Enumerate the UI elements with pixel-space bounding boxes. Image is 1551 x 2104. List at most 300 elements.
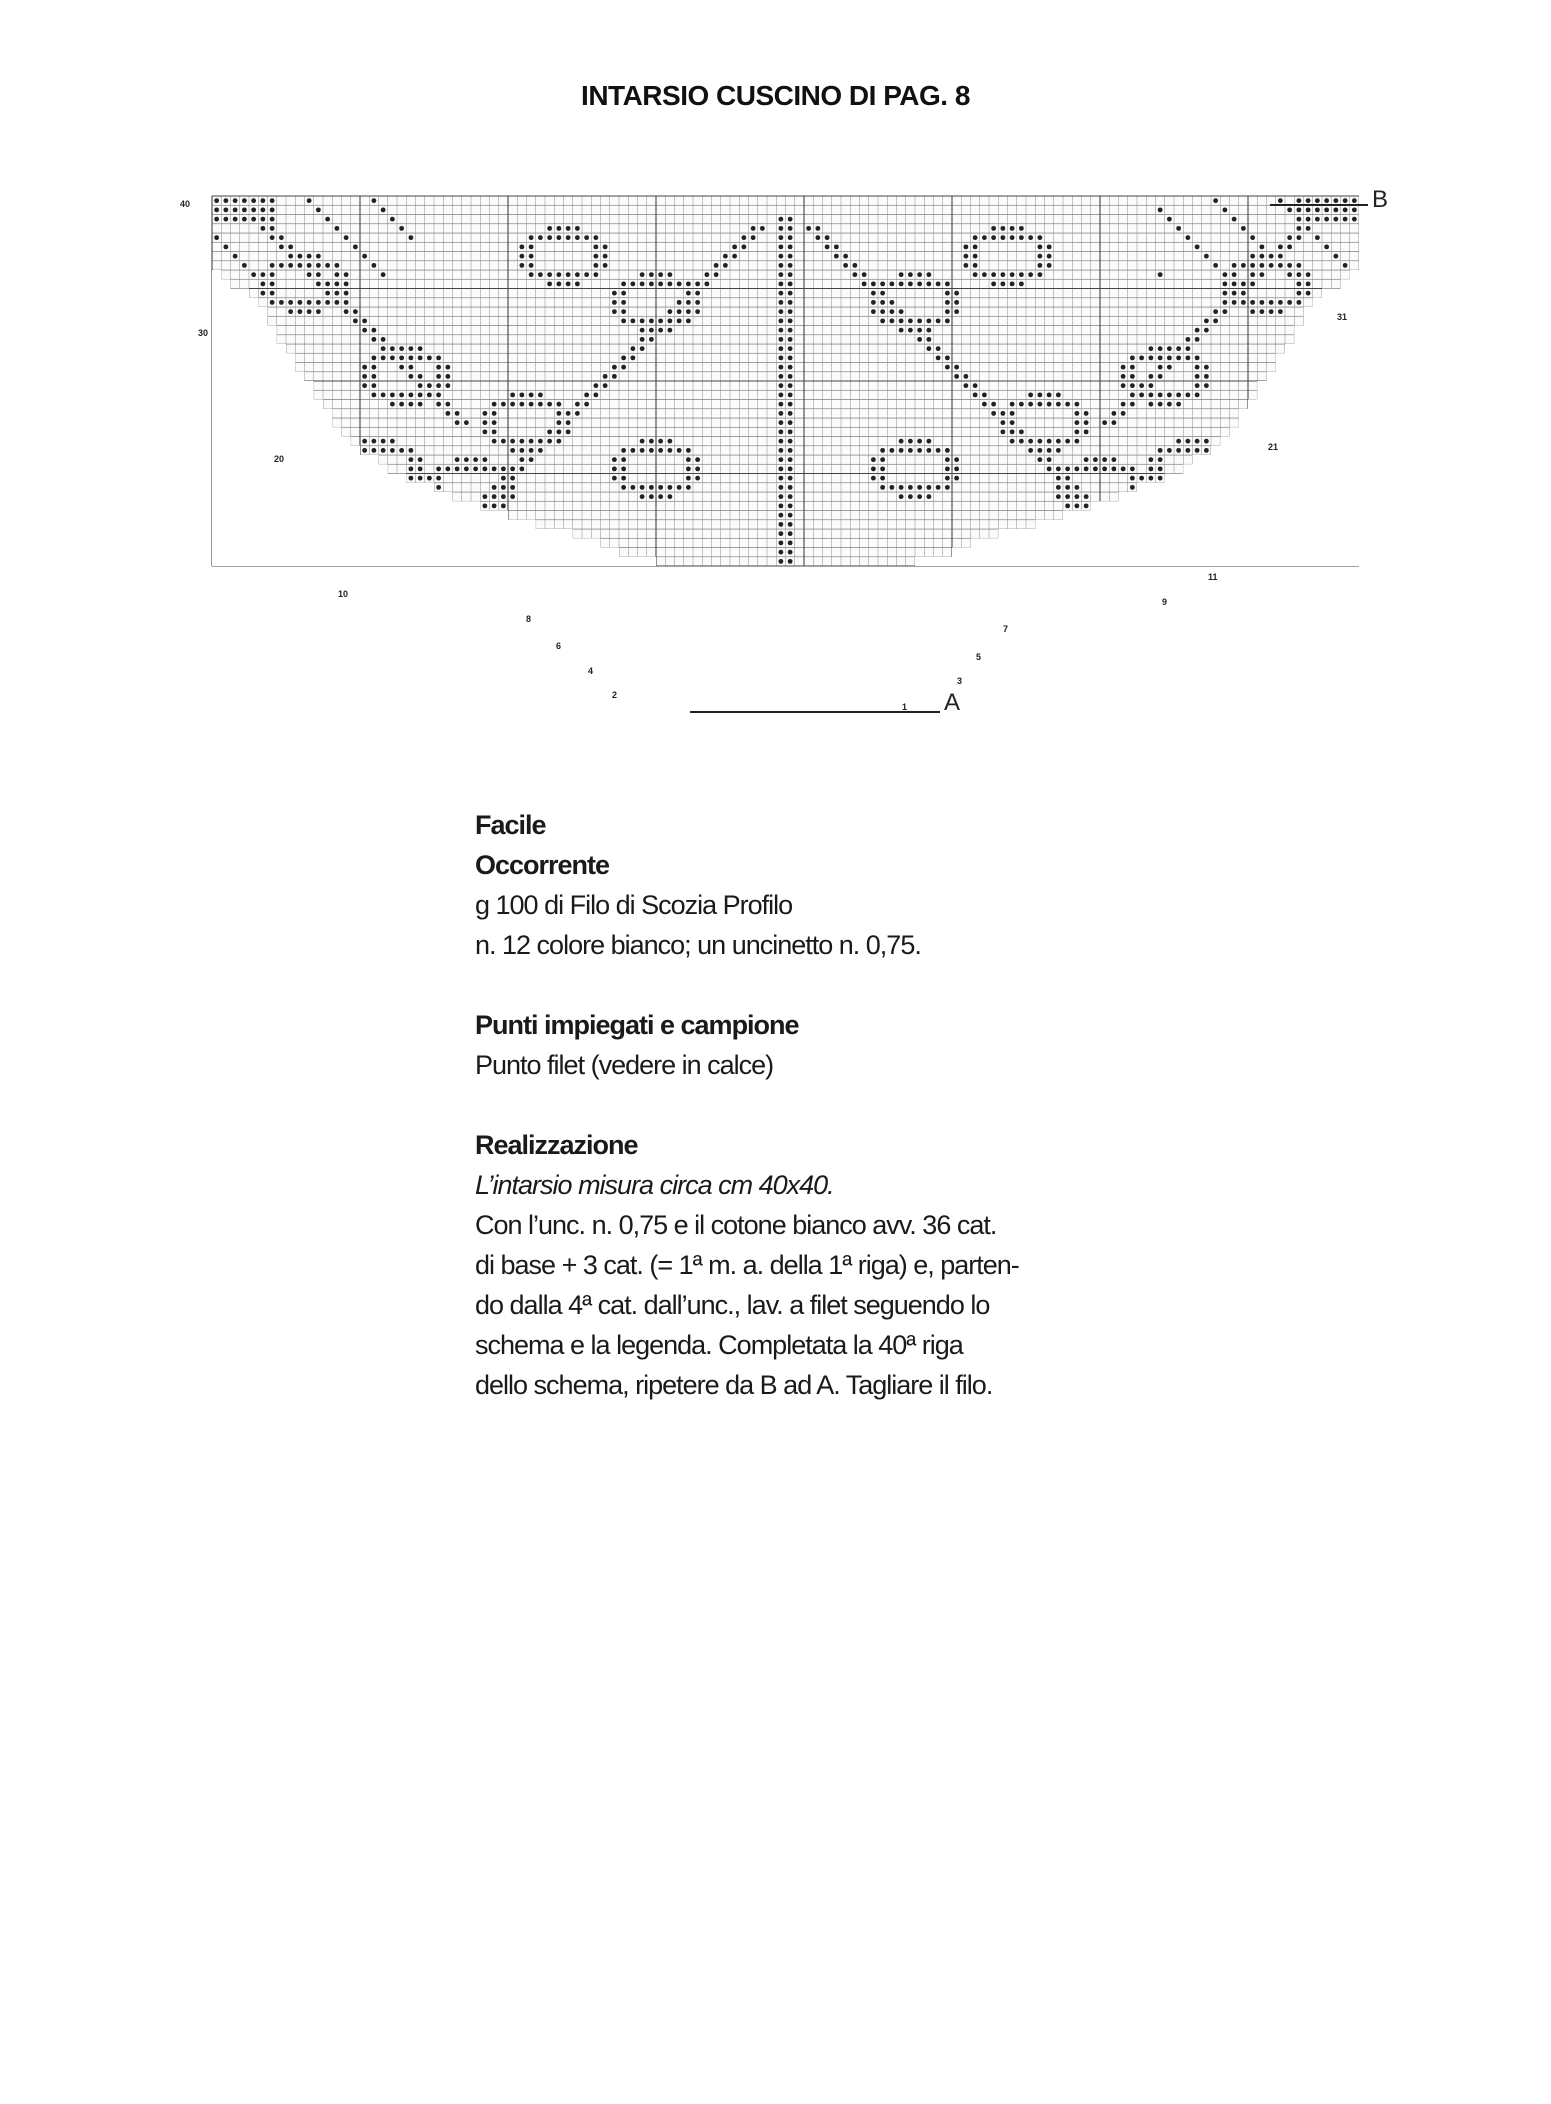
chart-filled-cell [973, 235, 978, 240]
chart-filled-cell [1306, 291, 1311, 296]
chart-filled-cell [1306, 272, 1311, 277]
chart-filled-cell [1102, 457, 1107, 462]
row-label-1: 1 [902, 702, 908, 712]
chart-filled-cell [1296, 300, 1301, 305]
chart-filled-cell [575, 272, 580, 277]
chart-filled-cell [307, 309, 312, 314]
chart-filled-cell [593, 235, 598, 240]
chart-filled-cell [492, 411, 497, 416]
chart-filled-cell [963, 263, 968, 268]
chart-filled-cell [593, 244, 598, 249]
chart-filled-cell [510, 402, 515, 407]
chart-filled-cell [778, 383, 783, 388]
chart-filled-cell [1213, 318, 1218, 323]
chart-filled-cell [1000, 411, 1005, 416]
chart-filled-cell [1232, 300, 1237, 305]
chart-filled-cell [658, 448, 663, 453]
chart-filled-cell [1296, 207, 1301, 212]
chart-filled-cell [1259, 254, 1264, 259]
chart-filled-cell [1037, 392, 1042, 397]
chart-filled-cell [936, 448, 941, 453]
chart-filled-cell [529, 244, 534, 249]
chart-filled-cell [954, 466, 959, 471]
chart-filled-cell [251, 217, 256, 222]
chart-filled-cell [695, 457, 700, 462]
chart-filled-cell [1204, 328, 1209, 333]
chart-filled-cell [519, 457, 524, 462]
chart-filled-cell [908, 448, 913, 453]
chart-filled-cell [686, 448, 691, 453]
chart-filled-cell [612, 300, 617, 305]
chart-filled-cell [1056, 466, 1061, 471]
chart-filled-cell [899, 328, 904, 333]
chart-filled-cell [1037, 254, 1042, 259]
chart-filled-cell [1121, 383, 1126, 388]
chart-filled-cell [917, 281, 922, 286]
chart-filled-cell [778, 281, 783, 286]
chart-filled-cell [575, 235, 580, 240]
chart-filled-cell [297, 300, 302, 305]
chart-filled-cell [1037, 439, 1042, 444]
chart-filled-cell [381, 439, 386, 444]
chart-filled-cell [612, 466, 617, 471]
chart-filled-cell [1019, 226, 1024, 231]
chart-filled-cell [1139, 355, 1144, 360]
chart-filled-cell [1148, 392, 1153, 397]
chart-filled-cell [529, 263, 534, 268]
chart-filled-cell [658, 272, 663, 277]
chart-filled-cell [1074, 503, 1079, 508]
chart-filled-cell [603, 244, 608, 249]
chart-filled-cell [445, 402, 450, 407]
chart-filled-cell [667, 328, 672, 333]
chart-filled-cell [1259, 263, 1264, 268]
chart-filled-cell [1037, 272, 1042, 277]
chart-filled-cell [926, 272, 931, 277]
chart-filled-cell [1222, 291, 1227, 296]
chart-filled-cell [1269, 300, 1274, 305]
chart-filled-cell [556, 411, 561, 416]
chart-filled-cell [510, 448, 515, 453]
chart-filled-cell [1028, 448, 1033, 453]
chart-filled-cell [1287, 263, 1292, 268]
chart-filled-cell [334, 263, 339, 268]
chart-filled-cell [390, 355, 395, 360]
chart-filled-cell [788, 291, 793, 296]
chart-filled-cell [1176, 439, 1181, 444]
chart-filled-cell [1259, 244, 1264, 249]
chart-filled-cell [593, 254, 598, 259]
chart-filled-cell [1185, 235, 1190, 240]
filet-chart [0, 0, 1551, 760]
chart-filled-cell [640, 337, 645, 342]
chart-filled-cell [991, 281, 996, 286]
chart-filled-cell [1121, 374, 1126, 379]
chart-filled-cell [917, 318, 922, 323]
row-label-8: 8 [526, 614, 532, 624]
chart-filled-cell [464, 466, 469, 471]
chart-filled-cell [908, 485, 913, 490]
row-label-2: 2 [612, 690, 618, 700]
chart-filled-cell [852, 263, 857, 268]
chart-filled-cell [908, 318, 913, 323]
chart-filled-cell [1204, 383, 1209, 388]
chart-filled-cell [1056, 448, 1061, 453]
chart-filled-cell [371, 383, 376, 388]
chart-filled-cell [649, 448, 654, 453]
chart-filled-cell [251, 198, 256, 203]
chart-filled-cell [1047, 263, 1052, 268]
chart-filled-cell [1028, 235, 1033, 240]
chart-filled-cell [612, 291, 617, 296]
chart-filled-cell [621, 457, 626, 462]
chart-filled-cell [667, 272, 672, 277]
chart-filled-cell [1130, 374, 1135, 379]
chart-filled-cell [788, 540, 793, 545]
chart-filled-cell [788, 503, 793, 508]
chart-filled-cell [492, 485, 497, 490]
chart-filled-cell [538, 439, 543, 444]
chart-filled-cell [316, 281, 321, 286]
chart-filled-cell [325, 263, 330, 268]
chart-filled-cell [778, 411, 783, 416]
chart-filled-cell [704, 281, 709, 286]
chart-filled-cell [371, 263, 376, 268]
chart-filled-cell [1093, 457, 1098, 462]
chart-filled-cell [1195, 328, 1200, 333]
chart-filled-cell [1241, 281, 1246, 286]
chart-filled-cell [667, 439, 672, 444]
chart-filled-cell [889, 318, 894, 323]
chart-filled-cell [408, 374, 413, 379]
row-label-4: 4 [588, 666, 594, 676]
chart-filled-cell [621, 355, 626, 360]
chart-filled-cell [492, 429, 497, 434]
chart-filled-cell [307, 300, 312, 305]
chart-filled-cell [741, 244, 746, 249]
chart-filled-cell [325, 291, 330, 296]
chart-filled-cell [686, 309, 691, 314]
chart-filled-cell [667, 318, 672, 323]
chart-filled-cell [270, 281, 275, 286]
chart-filled-cell [778, 448, 783, 453]
chart-filled-cell [1287, 300, 1292, 305]
chart-filled-cell [390, 217, 395, 222]
chart-filled-cell [408, 448, 413, 453]
row-label-21: 21 [1268, 442, 1279, 452]
chart-filled-cell [1010, 420, 1015, 425]
chart-filled-cell [538, 272, 543, 277]
chart-filled-cell [482, 411, 487, 416]
chart-filled-cell [547, 272, 552, 277]
chart-filled-cell [1047, 254, 1052, 259]
chart-filled-cell [1185, 392, 1190, 397]
chart-filled-cell [1148, 457, 1153, 462]
chart-filled-cell [760, 226, 765, 231]
chart-filled-cell [732, 244, 737, 249]
chart-filled-cell [529, 457, 534, 462]
chart-filled-cell [677, 318, 682, 323]
chart-filled-cell [778, 550, 783, 555]
chart-filled-cell [353, 244, 358, 249]
chart-filled-cell [510, 494, 515, 499]
chart-filled-cell [371, 448, 376, 453]
chart-filled-cell [390, 402, 395, 407]
chart-filled-cell [436, 392, 441, 397]
chart-filled-cell [316, 254, 321, 259]
chart-filled-cell [880, 300, 885, 305]
chart-filled-cell [556, 272, 561, 277]
chart-filled-cell [1074, 494, 1079, 499]
chart-filled-cell [788, 272, 793, 277]
chart-filled-cell [1121, 402, 1126, 407]
chart-filled-cell [667, 494, 672, 499]
chart-filled-cell [538, 402, 543, 407]
chart-filled-cell [408, 355, 413, 360]
chart-filled-cell [547, 402, 552, 407]
chart-filled-cell [778, 457, 783, 462]
chart-filled-cell [1028, 439, 1033, 444]
chart-filled-cell [954, 374, 959, 379]
chart-filled-cell [1056, 439, 1061, 444]
chart-filled-cell [1056, 476, 1061, 481]
chart-filled-cell [325, 281, 330, 286]
chart-filled-cell [621, 448, 626, 453]
chart-filled-cell [926, 485, 931, 490]
chart-filled-cell [1232, 263, 1237, 268]
chart-filled-cell [1074, 439, 1079, 444]
chart-filled-cell [390, 346, 395, 351]
chart-filled-cell [926, 281, 931, 286]
chart-filled-cell [621, 466, 626, 471]
chart-filled-cell [788, 217, 793, 222]
materials-line-2: n. 12 colore bianco; un uncinetto n. 0,75. [475, 930, 921, 960]
chart-filled-cell [362, 365, 367, 370]
chart-filled-cell [427, 476, 432, 481]
chart-filled-cell [492, 420, 497, 425]
chart-filled-cell [519, 244, 524, 249]
chart-filled-cell [778, 402, 783, 407]
chart-filled-cell [880, 291, 885, 296]
chart-filled-cell [1306, 217, 1311, 222]
row-label-11: 11 [1208, 572, 1218, 582]
chart-filled-cell [529, 439, 534, 444]
chart-filled-cell [926, 318, 931, 323]
marker-a-label: A [944, 689, 961, 716]
chart-filled-cell [482, 466, 487, 471]
chart-filled-cell [1324, 217, 1329, 222]
chart-filled-cell [899, 439, 904, 444]
chart-filled-cell [584, 235, 589, 240]
chart-filled-cell [936, 485, 941, 490]
chart-filled-cell [418, 374, 423, 379]
chart-filled-cell [862, 272, 867, 277]
chart-filled-cell [1324, 207, 1329, 212]
chart-filled-cell [529, 402, 534, 407]
chart-filled-cell [482, 457, 487, 462]
chart-filled-cell [778, 503, 783, 508]
chart-filled-cell [880, 485, 885, 490]
chart-filled-cell [1010, 226, 1015, 231]
chart-filled-cell [788, 559, 793, 564]
chart-filled-cell [686, 466, 691, 471]
chart-filled-cell [436, 476, 441, 481]
stitches-heading: Punti impiegati e campione [475, 1010, 799, 1040]
chart-filled-cell [1158, 365, 1163, 370]
chart-filled-cell [1158, 466, 1163, 471]
chart-filled-cell [704, 272, 709, 277]
chart-filled-cell [492, 402, 497, 407]
chart-filled-cell [621, 309, 626, 314]
chart-filled-cell [371, 355, 376, 360]
chart-filled-cell [1278, 254, 1283, 259]
chart-filled-cell [1306, 207, 1311, 212]
chart-filled-cell [788, 300, 793, 305]
chart-filled-cell [1047, 392, 1052, 397]
chart-filled-cell [640, 346, 645, 351]
chart-filled-cell [575, 281, 580, 286]
chart-filled-cell [1148, 466, 1153, 471]
chart-filled-cell [344, 272, 349, 277]
chart-filled-cell [519, 402, 524, 407]
chart-filled-cell [1000, 420, 1005, 425]
chart-filled-cell [492, 466, 497, 471]
chart-filled-cell [270, 207, 275, 212]
chart-filled-cell [1343, 217, 1348, 222]
chart-filled-cell [788, 476, 793, 481]
chart-filled-cell [1010, 235, 1015, 240]
chart-filled-cell [556, 402, 561, 407]
chart-filled-cell [908, 439, 913, 444]
chart-filled-cell [1241, 226, 1246, 231]
chart-filled-cell [566, 429, 571, 434]
chart-filled-cell [1352, 217, 1357, 222]
chart-filled-cell [436, 466, 441, 471]
chart-filled-cell [418, 392, 423, 397]
chart-filled-cell [1176, 355, 1181, 360]
chart-filled-cell [788, 485, 793, 490]
chart-filled-cell [677, 448, 682, 453]
chart-filled-cell [1278, 244, 1283, 249]
chart-filled-cell [1296, 235, 1301, 240]
chart-filled-cell [408, 457, 413, 462]
chart-filled-cell [1259, 272, 1264, 277]
chart-filled-cell [279, 244, 284, 249]
chart-filled-cell [1176, 346, 1181, 351]
chart-filled-cell [1315, 235, 1320, 240]
chart-filled-cell [1047, 402, 1052, 407]
chart-filled-cell [1139, 392, 1144, 397]
chart-filled-cell [1121, 466, 1126, 471]
chart-filled-cell [1037, 235, 1042, 240]
instructions [475, 805, 1195, 1405]
row-label-9: 9 [1162, 597, 1168, 607]
body-line-2: di base + 3 cat. (= 1ª m. a. della 1ª riga) e, parten- [475, 1250, 1019, 1280]
chart-filled-cell [1056, 402, 1061, 407]
chart-filled-cell [529, 254, 534, 259]
chart-filled-cell [667, 448, 672, 453]
chart-filled-cell [1010, 272, 1015, 277]
chart-filled-cell [1102, 420, 1107, 425]
chart-filled-cell [1111, 466, 1116, 471]
chart-filled-cell [1176, 448, 1181, 453]
chart-filled-cell [899, 485, 904, 490]
chart-filled-cell [788, 263, 793, 268]
chart-filled-cell [621, 476, 626, 481]
chart-filled-cell [889, 281, 894, 286]
chart-filled-cell [1000, 226, 1005, 231]
chart-filled-cell [1241, 291, 1246, 296]
chart-filled-cell [1130, 485, 1135, 490]
chart-filled-cell [1065, 439, 1070, 444]
chart-filled-cell [640, 448, 645, 453]
chart-filled-cell [1065, 485, 1070, 490]
chart-filled-cell [1315, 217, 1320, 222]
chart-filled-cell [871, 466, 876, 471]
chart-filled-cell [1019, 429, 1024, 434]
body-line-4: schema e la legenda. Completata la 40ª riga [475, 1330, 963, 1360]
chart-filled-cell [399, 365, 404, 370]
chart-filled-cell [242, 207, 247, 212]
chart-filled-cell [381, 272, 386, 277]
chart-filled-cell [945, 466, 950, 471]
chart-filled-cell [815, 235, 820, 240]
chart-filled-cell [547, 235, 552, 240]
chart-filled-cell [778, 392, 783, 397]
chart-filled-cell [381, 337, 386, 342]
chart-filled-cell [575, 226, 580, 231]
chart-filled-cell [788, 522, 793, 527]
chart-filled-cell [1352, 207, 1357, 212]
materials-heading: Occorrente [475, 850, 610, 880]
chart-filled-cell [1333, 207, 1338, 212]
chart-filled-cell [899, 272, 904, 277]
chart-filled-cell [945, 318, 950, 323]
chart-filled-cell [649, 439, 654, 444]
chart-filled-cell [381, 355, 386, 360]
chart-filled-cell [1074, 411, 1079, 416]
chart-filled-cell [945, 300, 950, 305]
chart-filled-cell [695, 300, 700, 305]
chart-filled-cell [889, 448, 894, 453]
chart-filled-cell [399, 226, 404, 231]
size-text: L’intarsio misura circa cm 40x40. [475, 1170, 834, 1200]
chart-filled-cell [954, 476, 959, 481]
chart-filled-cell [917, 448, 922, 453]
chart-filled-cell [871, 281, 876, 286]
chart-filled-cell [640, 281, 645, 286]
chart-filled-cell [418, 402, 423, 407]
chart-filled-cell [1250, 263, 1255, 268]
chart-filled-cell [1047, 448, 1052, 453]
chart-filled-cell [371, 392, 376, 397]
chart-filled-cell [982, 392, 987, 397]
chart-filled-cell [381, 207, 386, 212]
chart-filled-cell [399, 355, 404, 360]
chart-filled-cell [501, 494, 506, 499]
chart-filled-cell [778, 522, 783, 527]
chart-filled-cell [325, 300, 330, 305]
chart-filled-cell [630, 318, 635, 323]
chart-filled-cell [723, 254, 728, 259]
chart-filled-cell [1028, 392, 1033, 397]
chart-filled-cell [1278, 263, 1283, 268]
chart-filled-cell [723, 263, 728, 268]
chart-filled-cell [418, 476, 423, 481]
chart-filled-cell [945, 355, 950, 360]
chart-filled-cell [714, 272, 719, 277]
chart-filled-cell [1204, 374, 1209, 379]
